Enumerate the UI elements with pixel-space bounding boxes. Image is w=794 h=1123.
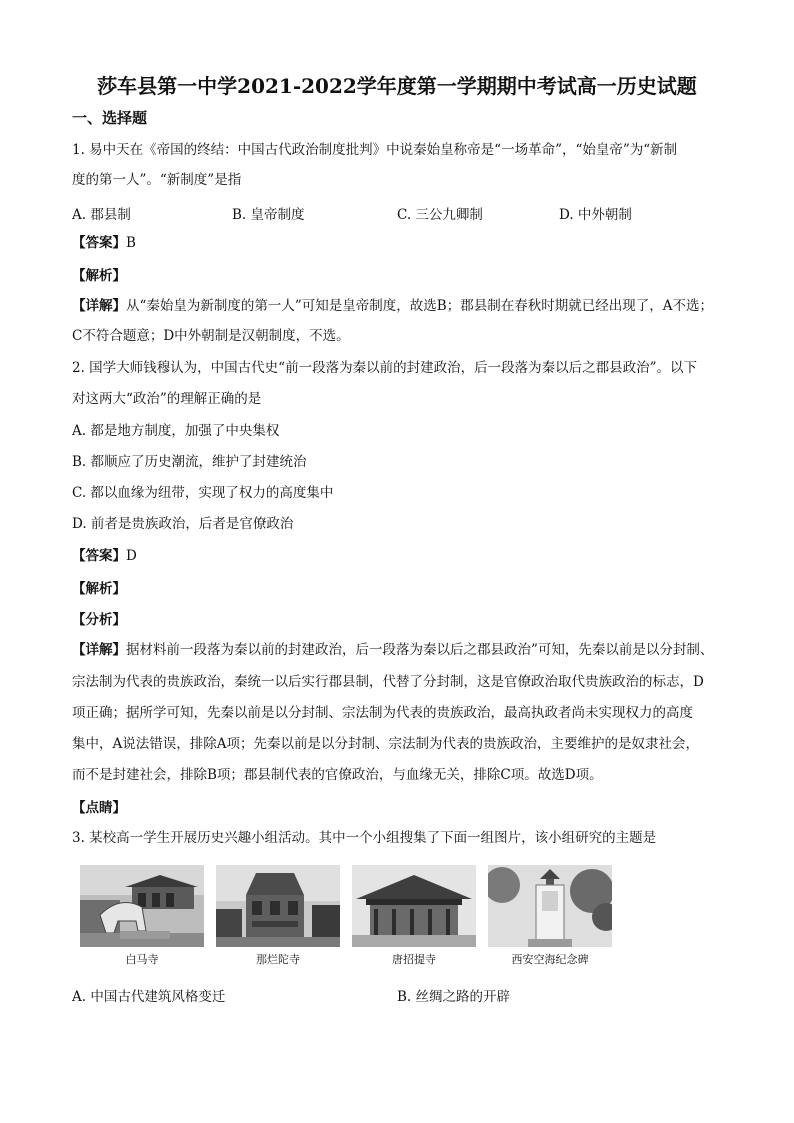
q1-option-c: C. 三公九卿制 xyxy=(397,207,483,223)
q1-analysis-tag: 【解析】 xyxy=(72,268,126,284)
answer-tag: 【答案】 xyxy=(72,235,126,251)
detail-tag: 【详解】 xyxy=(72,642,126,658)
q1-option-d: D. 中外朝制 xyxy=(559,207,632,223)
detail-tag: 【详解】 xyxy=(72,298,126,314)
q3-option-a: A. 中国古代建筑风格变迁 xyxy=(72,989,226,1005)
page-title: 莎车县第一中学2021-2022学年度第一学期期中考试高一历史试题 xyxy=(97,74,697,98)
q1-detail-line1 xyxy=(72,295,732,317)
answer-value: B xyxy=(126,235,136,251)
q1-answer xyxy=(72,232,732,254)
q2-option-c: C. 都以血缘为纽带，实现了权力的高度集中 xyxy=(72,485,334,501)
q2-option-b: B. 都顺应了历史潮流，维护了封建统治 xyxy=(72,454,307,470)
q2-detail-line4: 集中，A说法错误，排除A项；先秦以前是以分封制、宗法制为代表的贵族政治，主要维护的是奴隶社会， xyxy=(72,736,699,752)
caption-nalanda: 那烂陀寺 xyxy=(256,953,300,966)
photo-toshodaiji xyxy=(352,865,476,947)
q2-detail-line5: 而不是封建社会，排除B项；郡县制代表的官僚政治，与血缘无关，排除C项。故选D项。 xyxy=(72,767,603,783)
q2-detail-line3: 项正确；据所学可知，先秦以前是以分封制、宗法制为代表的贵族政治，最高执政者尚未实现权力的高度 xyxy=(72,705,693,721)
q3-option-b: B. 丝绸之路的开辟 xyxy=(397,989,511,1005)
q3-stem: 3. 某校高一学生开展历史兴趣小组活动。其中一个小组搜集了下面一组图片，该小组研究的主题是 xyxy=(72,830,657,846)
q2-stem-line2: 对这两大“政治”的理解正确的是 xyxy=(72,391,262,407)
photo-nalanda xyxy=(216,865,340,947)
q2-dianjing-tag: 【点睛】 xyxy=(72,800,126,816)
q2-option-d: D. 前者是贵族政治，后者是官僚政治 xyxy=(72,516,294,532)
q1-stem-line2: 度的第一人”。“新制度”是指 xyxy=(72,172,242,188)
q2-answer xyxy=(72,545,732,567)
q1-stem-line1: 1. 易中天在《帝国的终结：中国古代政治制度批判》中说秦始皇称帝是“一场革命”，“始皇帝”为“新制 xyxy=(72,142,678,158)
photo-kukai-monument xyxy=(488,865,612,947)
caption-toshodaiji: 唐招提寺 xyxy=(392,953,436,966)
caption-kukai: 西安空海纪念碑 xyxy=(511,953,589,966)
q2-fenxi-tag: 【分析】 xyxy=(72,612,126,628)
photo-baima-temple xyxy=(80,865,204,947)
detail-text: 据材料前一段落为秦以前的封建政治，后一段落为秦以后之郡县政治”可知，先秦以前是以分封制、 xyxy=(126,642,714,658)
q1-option-a: A. 郡县制 xyxy=(72,207,131,223)
detail-text: 从“秦始皇为新制度的第一人”可知是皇帝制度，故选B；郡县制在春秋时期就已经出现了，A不选； xyxy=(126,298,713,314)
q2-option-a: A. 都是地方制度，加强了中央集权 xyxy=(72,423,280,439)
answer-value: D xyxy=(126,548,137,564)
q1-option-b: B. 皇帝制度 xyxy=(232,207,305,223)
caption-baima: 白马寺 xyxy=(125,953,159,966)
section-heading: 一、选择题 xyxy=(72,109,148,127)
q2-detail-line2: 宗法制为代表的贵族政治，秦统一以后实行郡县制，代替了分封制，这是官僚政治取代贵族政治的标志，D xyxy=(72,674,704,690)
q1-detail-line2: C不符合题意；D中外朝制是汉朝制度，不选。 xyxy=(72,328,350,344)
q2-analysis-tag: 【解析】 xyxy=(72,581,126,597)
q2-stem-line1: 2. 国学大师钱穆认为，中国古代史“前一段落为秦以前的封建政治，后一段落为秦以后之郡县政治”。以下 xyxy=(72,360,697,376)
q2-detail-line1 xyxy=(72,639,732,661)
answer-tag: 【答案】 xyxy=(72,548,126,564)
